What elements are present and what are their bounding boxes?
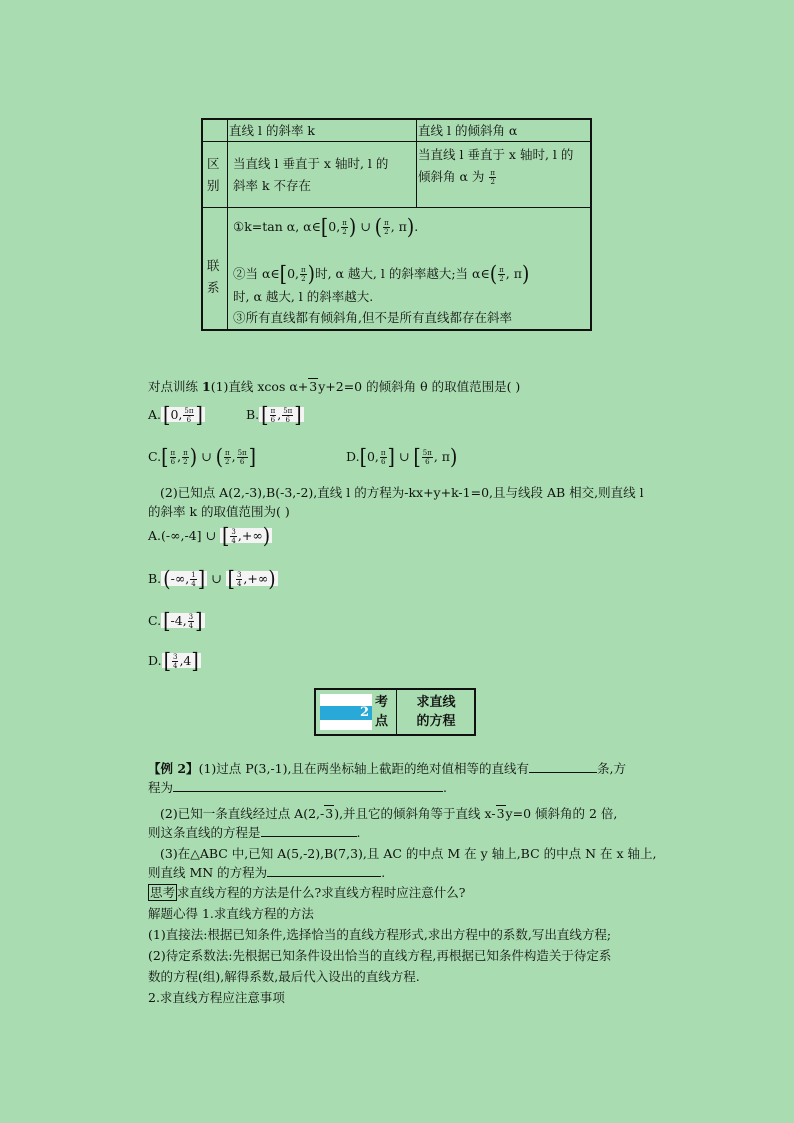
row-label-relation: 联 系: [207, 258, 220, 295]
comparison-table: [201, 118, 592, 331]
tip-undetermined-coefficient-cont: 数的方程(组),解得系数,最后代入设出的直线方程.: [148, 969, 420, 984]
example-2-part-2: (2)已知一条直线经过点 A(2,-3),并且它的倾斜角等于直线 x-3y=0 倾斜角的 2 倍,: [160, 806, 618, 821]
tip-title: 解题心得 1.求直线方程的方法: [148, 906, 314, 921]
exercise-1-question-2-cont: 的斜率 k 的取值范围为( ): [148, 504, 290, 519]
exercise-1-question-1: 对点训练 1(1)直线 xcos α+3y+2=0 的倾斜角 θ 的取值范围是( ): [148, 379, 521, 394]
example-2-part-3-cont: 则直线 MN 的方程为 .: [148, 865, 386, 880]
row-label-difference: 区 别: [207, 156, 220, 193]
tip-notes-title: 2.求直线方程应注意事项: [148, 990, 285, 1005]
table-header-slope: 直线 l 的斜率 k: [229, 123, 315, 138]
option-c: C.[ $\frac{\pi}{6}$ , $\frac{\pi}{2}$ ) ∪ ( $\frac{\pi}{2}$ , $\frac{5\pi}{6}$ ]: [148, 444, 257, 470]
section-title: 求直线 的方程: [416, 695, 456, 729]
example-2-part-1: 【例 2】(1)过点 P(3,-1),且在两坐标轴上截距的绝对值相等的直线有 条,方: [148, 761, 626, 776]
option-a: A.(-∞,-4] ∪ [ $\frac{3}{4}$ ,+∞): [148, 523, 271, 549]
relation-item-3: ③所有直线都有倾斜角,但不是所有直线都存在斜率: [233, 310, 512, 325]
table-divider: [227, 120, 228, 329]
badge-divider: [396, 690, 397, 734]
relation-item-2-cont: 时, α 越大, l 的斜率越大.: [233, 289, 374, 304]
tip-direct-method: (1)直接法:根据已知条件,选择恰当的直线方程形式,求出方程中的系数,写出直线方程;: [148, 927, 612, 942]
option-a: A. [0, $\frac{5\pi}{6}$ ]: [148, 402, 203, 428]
kaodian-label: 考 点: [375, 695, 389, 729]
angle-difference-text: 当直线 l 垂直于 x 轴时, l 的 倾斜角 α 为 $\frac{\pi}{2}$: [418, 147, 574, 186]
option-b: B. (-∞, $\frac{1}{4}$ ] ∪ [ $\frac{3}{4}$ ,+∞): [148, 566, 276, 592]
exercise-1-question-2: (2)已知点 A(2,-3),B(-3,-2),直线 l 的方程为-kx+y+k-1=0,且与线段 AB 相交,则直线 l: [160, 485, 644, 500]
section-badge: [314, 688, 476, 736]
tip-undetermined-coefficient: (2)待定系数法:先根据已知条件设出恰当的直线方程,再根据已知条件构造关于待定系: [148, 948, 612, 963]
example-2-part-1-cont: 程为 .: [148, 780, 447, 795]
option-c: C. [-4, $\frac{3}{4}$ ]: [148, 608, 203, 634]
option-d: D. [ $\frac{3}{4}$ ,4]: [148, 648, 199, 674]
section-number-box: [320, 694, 372, 730]
option-b: B. [ $\frac{\pi}{6}$ , $\frac{5\pi}{6}$ ]: [246, 402, 302, 428]
slope-difference-text: 当直线 l 垂直于 x 轴时, l 的 斜率 k 不存在: [233, 156, 389, 193]
table-divider: [203, 207, 590, 208]
think-tag: 思考: [150, 885, 176, 900]
relation-item-1: ①k=tan α, α∈[0, $\frac{\pi}{2}$ ) ∪ ( $\frac{\pi}{2}$ , π).: [233, 214, 419, 240]
think-prompt: 思考 求直线方程的方法是什么?求直线方程时应注意什么?: [150, 885, 466, 900]
option-d: D.[0, $\frac{\pi}{6}$ ] ∪ [ $\frac{5\pi}{6}$ , π): [346, 444, 458, 470]
relation-item-2: ②当 α∈[0, $\frac{\pi}{2}$ )时, α 越大, l 的斜率越大;当 α∈( $\frac{\pi}{2}$ , π): [233, 261, 530, 287]
section-number: 2: [320, 706, 372, 720]
example-2-part-2-cont: 则这条直线的方程是 .: [148, 825, 361, 840]
table-header-angle: 直线 l 的倾斜角 α: [418, 123, 518, 138]
table-divider: [416, 120, 417, 208]
example-2-part-3: (3)在△ABC 中,已知 A(5,-2),B(7,3),且 AC 的中点 M 在 y 轴上,BC 的中点 N 在 x 轴上,: [160, 846, 657, 861]
